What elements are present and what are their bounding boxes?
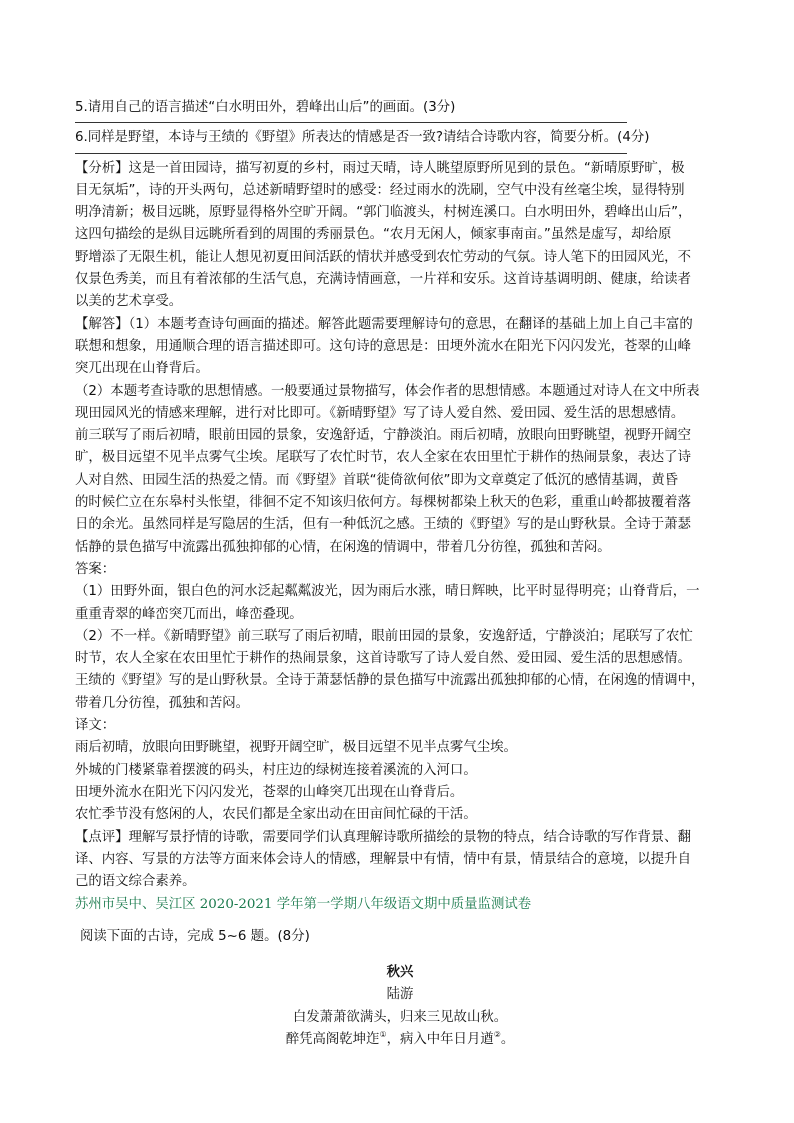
answer-line: （1）田野外面，银白色的河水泛起粼粼波光，因为雨后水涨，晴日辉映，比平时显得明亮；山脊背后，一 xyxy=(75,584,700,600)
solution-line: 的时候伫立在东皋村头怅望，徘徊不定不知该归依何方。每棵树都染上秋天的色彩，重重山岭都披覆着落 xyxy=(75,495,691,511)
comment-line: 译、内容、写景的方法等方面来体会诗人的情感，理解景中有情，情中有景，情景结合的意境，以提升自 xyxy=(75,851,691,867)
answer-line-q6 xyxy=(75,153,627,154)
solution-line: 前三联写了雨后初晴，眼前田园的景象，安逸舒适，宁静淡泊。雨后初晴，放眼向田野眺望，视野开阔空 xyxy=(75,428,691,444)
solution-line: 旷，极目远望不见半点雾气尘埃。尾联写了农忙时节，农人全家在农田里忙于耕作的热闹景象，表达了诗 xyxy=(75,450,691,466)
analysis-line: 【分析】这是一首田园诗，描写初夏的乡村，雨过天晴，诗人眺望原野所见到的景色。“新晴原野旷，极 xyxy=(75,160,685,176)
analysis-line: 这四句描绘的是纵目远眺所看到的周围的秀丽景色。“农月无闲人，倾家事南亩。”虽然是虚写，却给原 xyxy=(75,227,672,243)
solution-line: （2）本题考查诗歌的思想情感。一般要通过景物描写，体会作者的思想情感。本题通过对诗人在文中所表 xyxy=(75,383,700,399)
solution-line: 现田园风光的情感来理解，进行对比即可。《新晴野望》写了诗人爱自然、爱田园、爱生活的思想感情。 xyxy=(75,405,685,421)
analysis-line: 目无氛垢”，诗的开头两句，总述新晴野望时的感受：经过雨水的洗刷，空气中没有丝毫尘埃，显得特别 xyxy=(75,182,685,198)
answers-label: 答案： xyxy=(75,561,116,577)
poem-line: 白发萧萧欲满头，归来三见故山秋。 xyxy=(292,1009,508,1025)
poem-line-part: 。 xyxy=(500,1032,515,1048)
exam-source-heading: 苏州市吴中、吴江区 2020-2021 学年第一学期八年级语文期中质量监测试卷 xyxy=(75,897,532,913)
translation-line: 田埂外流水在阳光下闪闪发光，苍翠的山峰突兀出现在山脊背后。 xyxy=(75,784,464,800)
reading-instruction: 阅读下面的古诗，完成 5~6 题。(8分) xyxy=(80,928,310,944)
solution-line: 日的余光。虽然同样是写隐居的生活，但有一种低沉之感。王绩的《野望》写的是山野秋景。全诗于萧瑟 xyxy=(75,517,691,533)
analysis-line: 仅景色秀美，而且有着浓郁的生活气息，充满诗情画意，一片祥和安乐。这首诗基调明朗、健康，给读者 xyxy=(75,272,691,288)
solution-line: 突兀出现在山脊背后。 xyxy=(75,361,209,377)
analysis-line: 明净清新；极目远眺，原野显得格外空旷开阔。“郭门临渡头，村树连溪口。白水明田外，碧峰出山后”， xyxy=(75,205,692,221)
solution-line: 人对自然、田园生活的热爱之情。而《野望》首联“徙倚欲何依”即为文章奠定了低沉的感情基调，黄昏 xyxy=(75,472,679,488)
footnote-marker: ① xyxy=(379,1030,387,1040)
solution-section xyxy=(75,314,725,559)
translation-line: 农忙季节没有悠闲的人，农民们都是全家出动在田亩间忙碌的干活。 xyxy=(75,807,477,823)
comment-line: 己的语文综合素养。 xyxy=(75,874,196,890)
poem-line xyxy=(75,1029,725,1052)
analysis-section xyxy=(75,158,725,314)
poem-line-part: 醉凭高阁乾坤迮 xyxy=(285,1032,380,1048)
translation-line: 雨后初晴，放眼向田野眺望，视野开阔空旷，极目远望不见半点雾气尘埃。 xyxy=(75,740,517,756)
poem-author: 陆游 xyxy=(386,987,414,1003)
answer-line: 时节，农人全家在农田里忙于耕作的热闹景象，这首诗歌写了诗人爱自然、爱田园、爱生活的思想感情。 xyxy=(75,651,691,667)
answer-line: 王绩的《野望》写的是山野秋景。全诗于萧瑟恬静的景色描写中流露出孤独抑郁的心情，在闲逸的情调中， xyxy=(75,673,705,689)
answers-section xyxy=(75,559,725,715)
translation-section xyxy=(75,715,725,826)
answer-line: 带着几分彷徨，孤独和苦闷。 xyxy=(75,695,250,711)
translation-label: 译文： xyxy=(75,718,116,734)
translation-line: 外城的门楼紧靠着摆渡的码头，村庄边的绿树连接着溪流的入河口。 xyxy=(75,762,477,778)
solution-line: 【解答】（1）本题考查诗句画面的描述。解答此题需要理解诗句的意思，在翻译的基础上加上自己丰富的 xyxy=(75,316,693,332)
answer-line-q5 xyxy=(75,122,627,123)
question-5: 5.请用自己的语言描述“白水明田外，碧峰出山后”的画面。(3分) xyxy=(75,100,456,115)
solution-line: 联想和想象，用通顺合理的语言描述即可。这句诗的意思是：田埂外流水在阳光下闪闪发光，苍翠的山峰 xyxy=(75,338,691,354)
answer-line: 重重青翠的峰峦突兀而出，峰峦叠现。 xyxy=(75,606,303,622)
answer-line: （2）不一样。《新晴野望》前三联写了雨后初晴，眼前田园的景象，安逸舒适，宁静淡泊；尾联写了农忙 xyxy=(75,628,693,644)
document-body xyxy=(75,97,725,1052)
footnote-marker: ② xyxy=(493,1030,501,1040)
poem-line-part: ，病入中年日月遒 xyxy=(386,1032,494,1048)
solution-line: 恬静的景色描写中流露出孤独抑郁的心情，在闲逸的情调中，带着几分彷徨，孤独和苦闷。 xyxy=(75,539,611,555)
comment-line: 【点评】理解写景抒情的诗歌，需要同学们认真理解诗歌所描绘的景物的特点，结合诗歌的写作背景、翻 xyxy=(75,829,691,845)
comment-section xyxy=(75,827,725,894)
analysis-line: 野增添了无限生机，能让人想见初夏田间活跃的情状并感受到农忙劳动的气氛。诗人笔下的田园风光，不 xyxy=(75,249,691,265)
poem xyxy=(75,962,725,1052)
poem-title: 秋兴 xyxy=(386,964,414,980)
question-6: 6.同样是野望，本诗与王绩的《野望》所表达的情感是否一致?请结合诗歌内容，简要分析。(4分) xyxy=(75,130,650,146)
analysis-line: 以美的艺术享受。 xyxy=(75,294,183,310)
